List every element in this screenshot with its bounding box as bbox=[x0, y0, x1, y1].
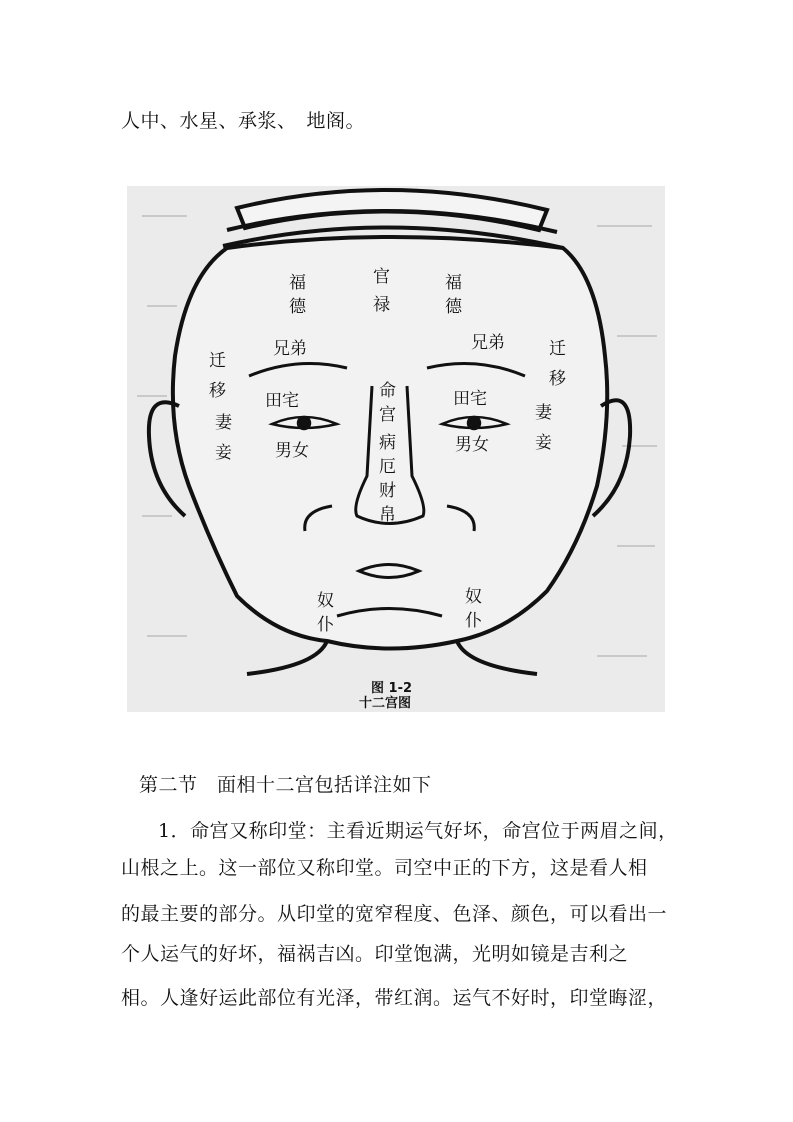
label-fude-right-2: 德 bbox=[445, 297, 462, 317]
paragraph-line: 的最主要的部分。从印堂的宽窄程度、色泽、颜色，可以看出一 bbox=[121, 903, 668, 925]
label-fude-left-1: 福 bbox=[289, 273, 306, 293]
label-nupu-right-1: 奴 bbox=[465, 587, 482, 607]
label-caibo-2: 帛 bbox=[379, 505, 396, 525]
label-nupu-left-2: 仆 bbox=[317, 615, 334, 635]
paragraph-line: 相。人逢好运此部位有光泽，带红润。运气不好时，印堂晦涩， bbox=[121, 987, 668, 1009]
label-qianyi-right-2: 移 bbox=[549, 369, 566, 389]
label-guanlu-2: 禄 bbox=[373, 295, 390, 315]
label-tianzhai-left: 田宅 bbox=[265, 391, 299, 411]
label-caibo-1: 财 bbox=[379, 481, 396, 501]
label-nannv-left: 男女 bbox=[275, 441, 309, 461]
label-qiqie-right-2: 妾 bbox=[535, 433, 552, 453]
label-tianzhai-right: 田宅 bbox=[453, 389, 487, 409]
label-nannv-right: 男女 bbox=[455, 435, 489, 455]
label-nupu-right-2: 仆 bbox=[465, 611, 482, 631]
paragraph-line: 个人运气的好坏，福祸吉凶。印堂饱满，光明如镜是吉利之 bbox=[121, 943, 629, 965]
label-qiqie-left-2: 妾 bbox=[215, 443, 232, 463]
top-text-line: 人中、水星、承浆、 地阁。 bbox=[121, 110, 366, 132]
label-nupu-left-1: 奴 bbox=[317, 591, 334, 611]
label-qiqie-left-1: 妻 bbox=[215, 413, 232, 433]
label-minggong-2: 宫 bbox=[379, 405, 396, 425]
label-guanlu-1: 官 bbox=[373, 267, 390, 287]
label-jie-1: 病 bbox=[379, 433, 396, 453]
label-qianyi-right-1: 迁 bbox=[549, 339, 566, 359]
label-xiongdi-right: 兄弟 bbox=[471, 333, 505, 353]
face-diagram bbox=[127, 186, 665, 712]
paragraph-line: 山根之上。这一部位又称印堂。司空中正的下方，这是看人相 bbox=[121, 857, 648, 879]
twelve-palaces-figure bbox=[127, 186, 665, 712]
label-fude-right-1: 福 bbox=[445, 273, 462, 293]
label-jie-2: 厄 bbox=[379, 457, 396, 477]
figure-caption-number: 图 1-2 bbox=[371, 681, 413, 696]
label-minggong-1: 命 bbox=[379, 381, 396, 401]
label-qiqie-right-1: 妻 bbox=[535, 403, 552, 423]
section-heading: 第二节 面相十二宫包括详注如下 bbox=[139, 774, 432, 796]
paragraph-line: 1．命宫又称印堂：主看近期运气好坏，命宫位于两眉之间， bbox=[158, 820, 678, 842]
figure-caption-title: 十二宫图 bbox=[359, 696, 412, 711]
label-xiongdi-left: 兄弟 bbox=[273, 339, 307, 359]
label-qianyi-left-1: 迁 bbox=[209, 351, 226, 371]
label-qianyi-left-2: 移 bbox=[209, 381, 226, 401]
label-fude-left-2: 德 bbox=[289, 297, 306, 317]
